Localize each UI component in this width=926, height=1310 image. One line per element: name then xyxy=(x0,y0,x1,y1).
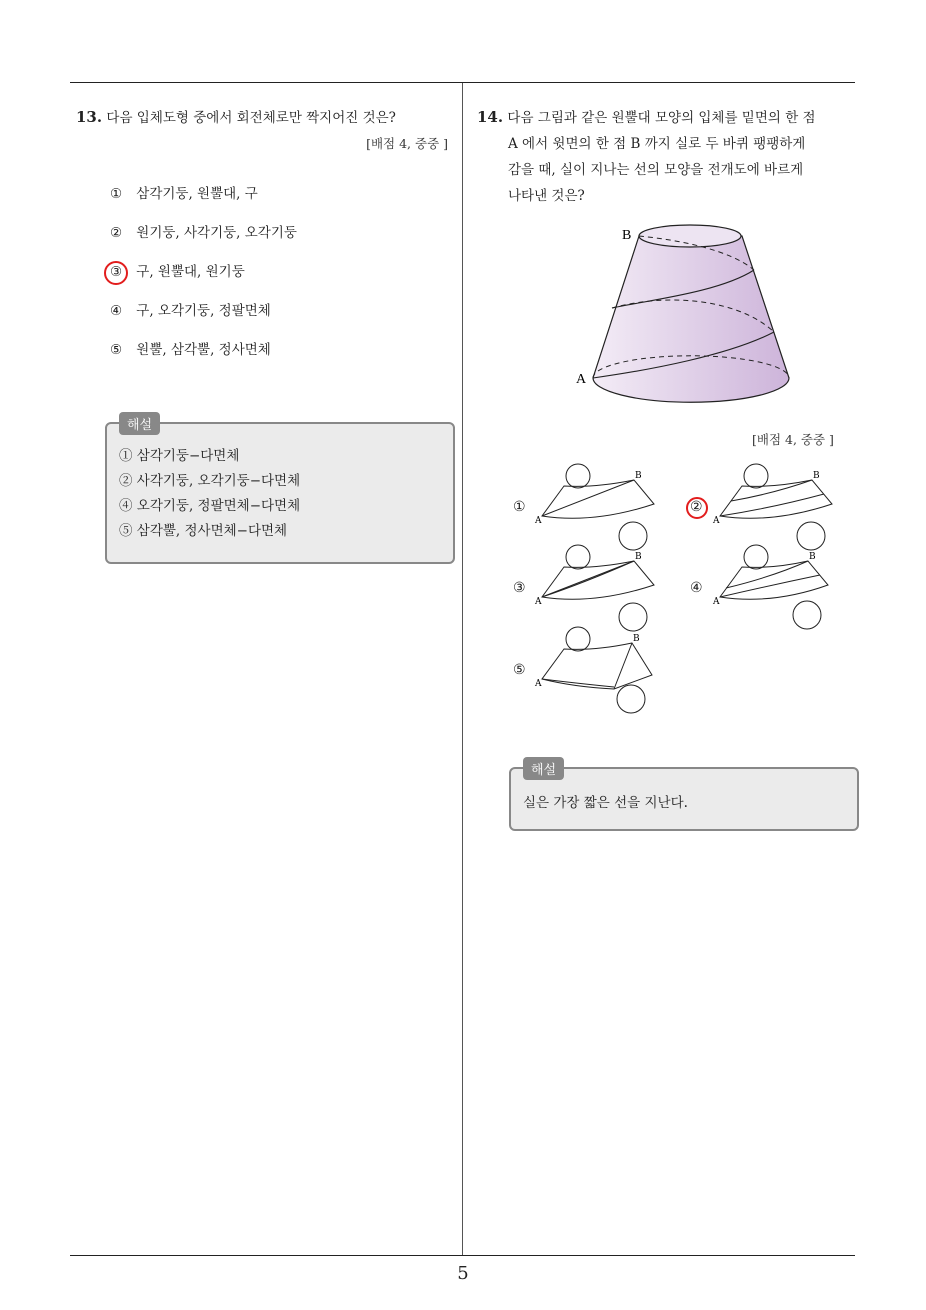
svg-text:B: B xyxy=(635,471,642,481)
explanation-tag: 해설 xyxy=(119,412,160,435)
choice-text: 원뿔, 삼각뿔, 정사면체 xyxy=(136,342,271,358)
frustum-top-face xyxy=(639,225,741,247)
explanation-tag: 해설 xyxy=(523,757,564,780)
question-text: 다음 입체도형 중에서 회전체로만 짝지어진 것은? xyxy=(106,110,396,126)
answer-label-3[interactable]: ③ xyxy=(513,580,526,596)
point-b-label: B xyxy=(622,228,632,243)
question-14 xyxy=(477,104,857,209)
question-line: 감을 때, 실이 지나는 선의 모양을 전개도에 바르게 xyxy=(508,162,804,178)
explanation-line: 실은 가장 짧은 선을 지난다. xyxy=(523,795,688,811)
choice-text: 구, 원뿔대, 원기둥 xyxy=(136,264,245,280)
question-number: 14. xyxy=(477,108,504,126)
choice-text: 삼각기둥, 원뿔대, 구 xyxy=(136,186,258,202)
bottom-rule xyxy=(70,1255,855,1256)
question-line: 다음 그림과 같은 원뿔대 모양의 입체를 밑면의 한 점 xyxy=(507,110,816,126)
answer-net-3[interactable] xyxy=(534,543,664,635)
svg-text:B: B xyxy=(633,634,640,644)
explanation-line: ② 사각기둥, 오각기둥−다면체 xyxy=(119,473,301,489)
choice-number: ④ xyxy=(110,303,123,319)
explanation-line: ⑤ 삼각뿔, 정사면체−다면체 xyxy=(119,523,288,539)
q13-explanation-box xyxy=(105,418,455,564)
answer-net-4[interactable] xyxy=(712,543,842,635)
question-line: A 에서 윗면의 한 점 B 까지 실로 두 바퀴 팽팽하게 xyxy=(508,136,806,152)
explanation-line: ① 삼각기둥−다면체 xyxy=(119,448,240,464)
column-divider xyxy=(462,83,463,1255)
svg-text:B: B xyxy=(813,471,820,481)
svg-text:A: A xyxy=(535,597,542,607)
svg-text:A: A xyxy=(535,516,542,526)
frustum-figure xyxy=(570,220,800,410)
choice-text: 원기둥, 사각기둥, 오각기둥 xyxy=(136,225,297,241)
answer-net-2[interactable] xyxy=(712,462,842,554)
svg-text:B: B xyxy=(809,552,816,562)
choice-number: ② xyxy=(110,225,123,241)
q14-explanation-box xyxy=(509,763,859,831)
answer-net-1[interactable] xyxy=(534,462,664,554)
answer-label-1[interactable]: ① xyxy=(513,499,526,515)
answer-net-5[interactable] xyxy=(534,625,664,717)
svg-text:B: B xyxy=(635,552,642,562)
frustum-body xyxy=(593,236,789,402)
answer-label-4[interactable]: ④ xyxy=(690,580,703,596)
point-a-label: A xyxy=(576,372,587,387)
choice-1[interactable] xyxy=(110,181,297,220)
choice-number: ① xyxy=(110,186,123,202)
selected-mark-circle xyxy=(686,497,708,519)
choice-text: 구, 오각기둥, 정팔면체 xyxy=(136,303,271,319)
choice-5[interactable] xyxy=(110,337,297,376)
choice-number: ③ xyxy=(110,264,123,280)
question-line: 나타낸 것은? xyxy=(508,188,585,204)
question-number: 13. xyxy=(76,108,103,126)
svg-text:A: A xyxy=(713,516,720,526)
score-meta: [배점 4, 중중 ] xyxy=(752,432,834,447)
choice-3[interactable] xyxy=(110,259,297,298)
answer-label-5[interactable]: ⑤ xyxy=(513,662,526,678)
svg-text:A: A xyxy=(535,679,542,689)
choice-4[interactable] xyxy=(110,298,297,337)
page-number: 5 xyxy=(457,1263,469,1284)
choice-2[interactable] xyxy=(110,220,297,259)
svg-text:A: A xyxy=(713,597,720,607)
answer-label-2[interactable]: ② xyxy=(690,499,703,515)
score-meta: [배점 4, 중중 ] xyxy=(366,136,448,151)
choice-number: ⑤ xyxy=(110,342,123,358)
explanation-line: ④ 오각기둥, 정팔면체−다면체 xyxy=(119,498,301,514)
q13-choice-list xyxy=(110,181,297,376)
question-13 xyxy=(76,104,456,131)
selected-mark-circle xyxy=(104,261,128,285)
